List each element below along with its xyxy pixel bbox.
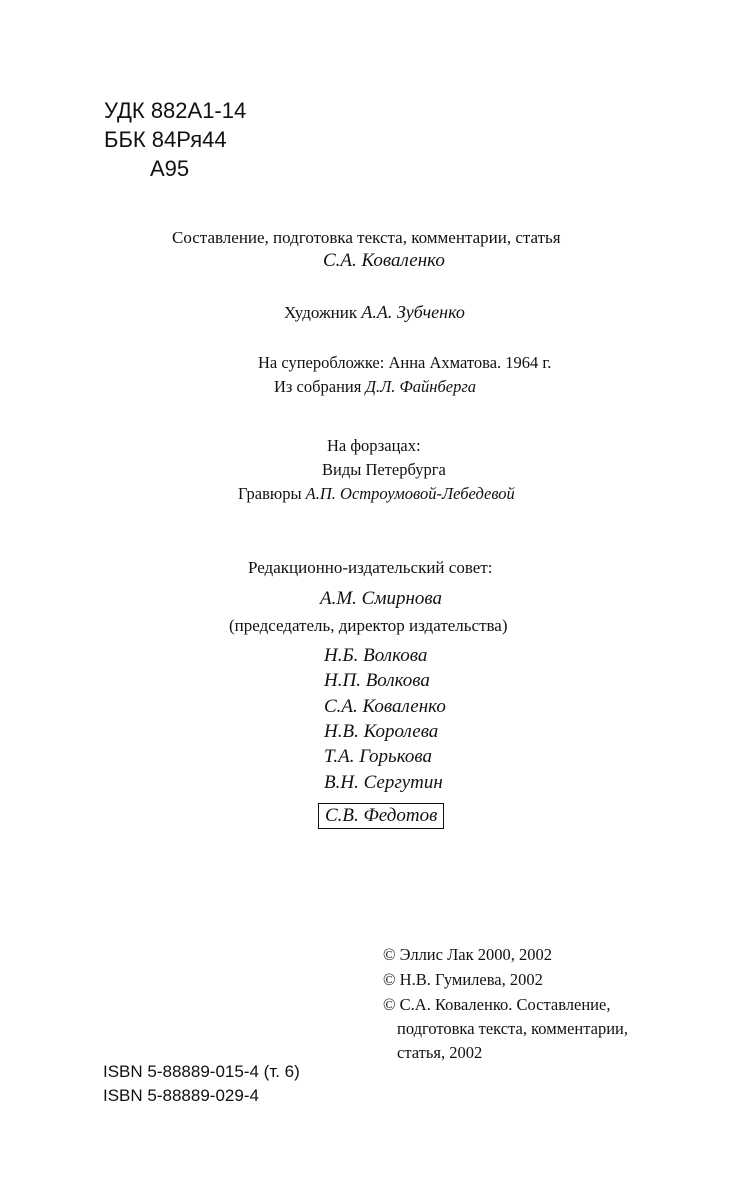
endpapers-line1: Виды Петербурга [322, 460, 446, 479]
isbn-set: ISBN 5-88889-029-4 [103, 1086, 259, 1105]
endpapers-line2 [238, 482, 515, 505]
council-member: В.Н. Сергутин [324, 772, 443, 793]
council-member: Н.П. Волкова [324, 670, 430, 691]
compilation-line: Составление, подготовка текста, комментарии, статья [172, 228, 561, 247]
engravings-prefix: Гравюры [238, 484, 302, 503]
author-mark: А95 [150, 156, 190, 181]
council-member: Т.А. Горькова [324, 746, 432, 767]
copyright-line-4: подготовка текста, комментарии, [397, 1019, 629, 1038]
council-member-highlighted: С.В. Федотов [318, 803, 444, 829]
artist-label: Художник [284, 303, 358, 322]
council-member: С.А. Коваленко [324, 696, 446, 717]
artist-line [284, 300, 465, 325]
copyright-line-5: статья, 2002 [397, 1043, 483, 1062]
bbk-code: ББК 84Ря44 [104, 127, 227, 152]
collection-line [274, 375, 476, 398]
council-chair-role: (председатель, директор издательства) [229, 616, 508, 635]
collection-name: Д.Л. Файнберга [365, 377, 477, 396]
council-member: Н.Б. Волкова [324, 645, 428, 666]
isbn-volume: ISBN 5-88889-015-4 (т. 6) [103, 1062, 300, 1081]
compiler-name: С.А. Коваленко [323, 250, 445, 271]
copyright-line-2: © Н.В. Гумилева, 2002 [383, 970, 543, 989]
artist-name: А.А. Зубченко [361, 302, 465, 322]
endpapers-label: На форзацах: [327, 436, 421, 455]
udk-code: УДК 882А1-14 [104, 98, 247, 123]
council-chair: А.М. Смирнова [320, 588, 443, 609]
council-member: Н.В. Королева [324, 721, 439, 742]
collection-prefix: Из собрания [274, 377, 362, 396]
engraver-name: А.П. Остроумовой-Лебедевой [305, 484, 515, 503]
cover-line: На суперобложке: Анна Ахматова. 1964 г. [258, 353, 552, 372]
council-label: Редакционно-издательский совет: [248, 558, 493, 577]
copyright-line-3: © С.А. Коваленко. Составление, [383, 995, 611, 1014]
copyright-line-1: © Эллис Лак 2000, 2002 [383, 945, 552, 964]
